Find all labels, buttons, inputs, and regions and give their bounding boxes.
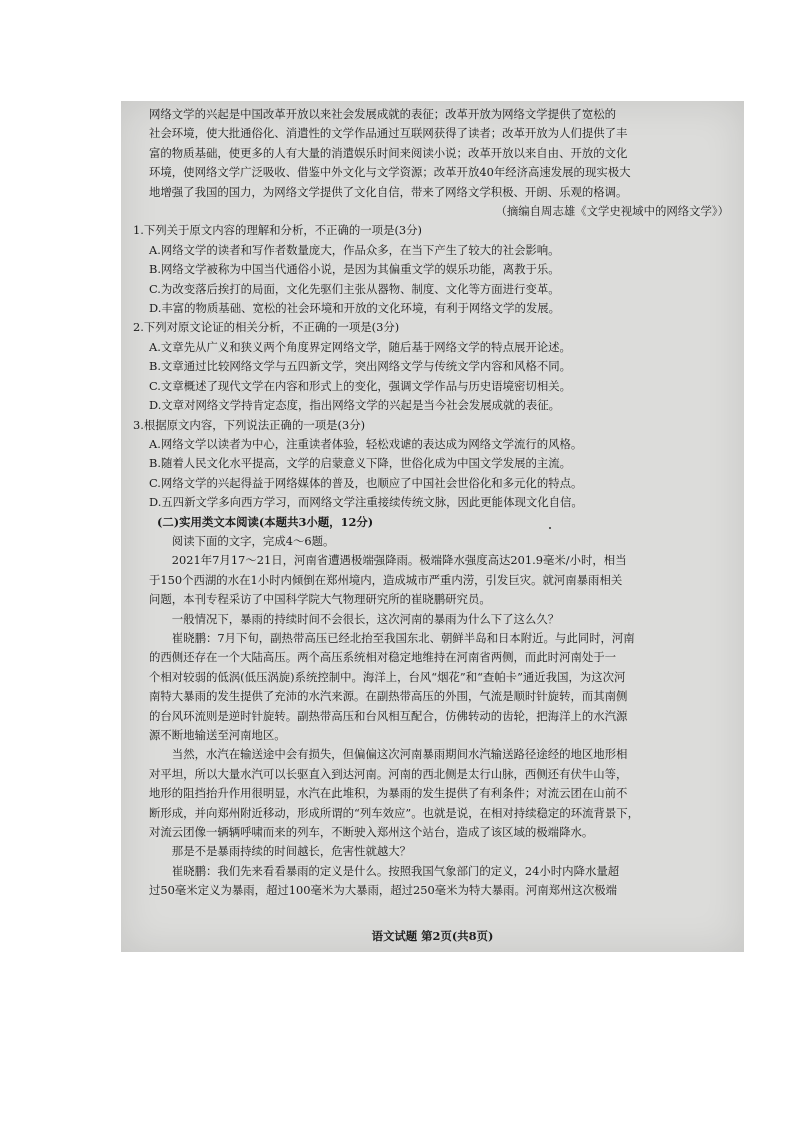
question-option: C.为改变落后挨打的局面，文化先驱们主张从器物、制度、文化等方面进行变革。 xyxy=(149,281,560,296)
article-tail xyxy=(149,105,729,202)
article-line: 地增强了我国的国力，为网络文学提供了文化自信，带来了网络文学积极、开朗、乐观的格调。 xyxy=(149,184,628,199)
passage-line: 2021年7月17～21日，河南省遭遇极端强降雨。极端降水强度高达201.9毫米/小时，相当 xyxy=(171,553,627,568)
passage-line: 问题，本刊专程采访了中国科学院大气物理研究所的崔晓鹏研究员。 xyxy=(149,592,491,607)
passage-line: 崔晓鹏：7月下旬，副热带高压已经北抬至我国东北、朝鲜半岛和日本附近。与此同时，河南 xyxy=(171,630,635,645)
exam-page-photo xyxy=(121,101,744,952)
passage-line: 的西侧还存在一个大陆高压。两个高压系统相对稳定地维持在河南省两侧，而此时河南处于一 xyxy=(149,650,617,665)
article-line: 富的物质基础，使更多的人有大量的消遣娱乐时间来阅读小说；改革开放以来自由、开放的文化 xyxy=(149,145,628,160)
passage-line: 对平坦，所以大量水汽可以长驱直入到达河南。河南的西北侧是太行山脉，西侧还有伏牛山等， xyxy=(149,766,628,781)
passage-line: 于150个西湖的水在1小时内倾倒在郑州境内，造成城市严重内涝，引发巨灾。就河南暴雨相关 xyxy=(149,572,623,587)
question-option: C.网络文学的兴起得益于网络媒体的普及，也顺应了中国社会世俗化和多元化的特点。 xyxy=(149,475,583,490)
passage xyxy=(149,551,729,900)
exam-page-content xyxy=(133,105,729,901)
passage-line: 那是不是暴雨持续的时间越长，危害性就越大？ xyxy=(171,844,412,859)
article-source: （摘编自周志雄《文学史视域中的网络文学》） xyxy=(495,204,729,219)
question-option: C.文章概述了现代文学在内容和形式上的变化，强调文学作品与历史语境密切相关。 xyxy=(149,378,571,393)
question-stem: 2.下列对原文论证的相关分析，不正确的一项是(3分) xyxy=(133,320,400,335)
passage-line: 南特大暴雨的发生提供了充沛的水汽来源。在副热带高压的外围，气流是顺时针旋转，而其南侧 xyxy=(149,689,628,704)
article-line: 网络文学的兴起是中国改革开放以来社会发展成就的表征；改革开放为网络文学提供了宽松的 xyxy=(149,107,617,121)
passage-line: 地形的阻挡抬升作用很明显，水汽在此堆积，为暴雨的发生提供了有利条件；对流云团在山前不 xyxy=(149,786,628,801)
passage-line: 的台风环流则是逆时针旋转。副热带高压和台风相互配合，仿佛转动的齿轮，把海洋上的水汽源 xyxy=(149,708,628,723)
passage-line: 源不断地输送至河南地区。 xyxy=(149,728,286,742)
question-list xyxy=(133,221,729,512)
passage-line: 个相对较弱的低涡(低压涡旋)系统控制中。海洋上，台风“烟花”和“查帕卡”通近我国，为这次河 xyxy=(149,669,626,684)
question-option: A.网络文学的读者和写作者数量庞大，作品众多，在当下产生了较大的社会影响。 xyxy=(149,242,560,257)
question-option: B.随着人民文化水平提高，文学的启蒙意义下降，世俗化成为中国文学发展的主流。 xyxy=(149,456,572,471)
speck-mark xyxy=(549,527,551,529)
passage-line: 当然，水汽在输送途中会有损失，但偏偏这次河南暴雨期间水汽输送路径途经的地区地形相 xyxy=(171,747,628,762)
passage-line: 崔晓鹏：我们先来看看暴雨的定义是什么。按照我国气象部门的定义，24小时内降水量超 xyxy=(171,863,620,878)
section-instruction: 阅读下面的文字，完成4～6题。 xyxy=(171,533,335,548)
question-stem: 3.根据原文内容，下列说法正确的一项是(3分) xyxy=(133,417,366,432)
question-option: A.网络文学以读者为中心，注重读者体验，轻松戏谑的表达成为网络文学流行的风格。 xyxy=(149,436,583,451)
question-option: D.丰富的物质基础、宽松的社会环境和开放的文化环境，有利于网络文学的发展。 xyxy=(149,301,561,316)
passage-line: 断形成，并向郑州附近移动，形成所谓的“列车效应”。也就是说，在相对持续稳定的环流背景下， xyxy=(149,805,640,820)
page-footer: 语文试题 第2页(共8页) xyxy=(371,929,494,943)
question-option: B.网络文学被称为中国当代通俗小说，是因为其偏重文学的娱乐功能，离教于乐。 xyxy=(149,262,560,277)
question-option: D.文章对网络文学持肯定态度，指出网络文学的兴起是当今社会发展成就的表征。 xyxy=(149,398,561,413)
question-option: B.文章通过比较网络文学与五四新文学，突出网络文学与传统文学内容和风格不同。 xyxy=(149,359,572,374)
passage-line: 一般情况下，暴雨的持续时间不会很长，这次河南的暴雨为什么下了这么久？ xyxy=(171,611,560,626)
article-line: 环境，使网络文学广泛吸收、借鉴中外文化与文学资源；改革开放40年经济高速发展的现实极大 xyxy=(149,165,631,180)
question-option: A.文章先从广义和狭义两个角度界定网络文学，随后基于网络文学的特点展开论述。 xyxy=(149,339,571,354)
passage-line: 过50毫米定义为暴雨，超过100毫米为大暴雨，超过250毫米为特大暴雨。河南郑州这次极端 xyxy=(149,883,618,898)
article-line: 社会环境，使大批通俗化、消遣性的文学作品通过互联网获得了读者；改革开放为人们提供了丰 xyxy=(149,126,628,141)
question-stem: 1.下列关于原文内容的理解和分析，不正确的一项是(3分) xyxy=(133,223,422,238)
section-heading: (二)实用类文本阅读(本题共3小题，12分) xyxy=(157,514,374,529)
question-option: D.五四新文学多向西方学习，而网络文学注重接续传统文脉，因此更能体现文化自信。 xyxy=(149,495,583,510)
passage-line: 对流云团像一辆辆呼啸而来的列车，不断驶入郑州这个站台，造成了该区域的极端降水。 xyxy=(149,825,594,840)
